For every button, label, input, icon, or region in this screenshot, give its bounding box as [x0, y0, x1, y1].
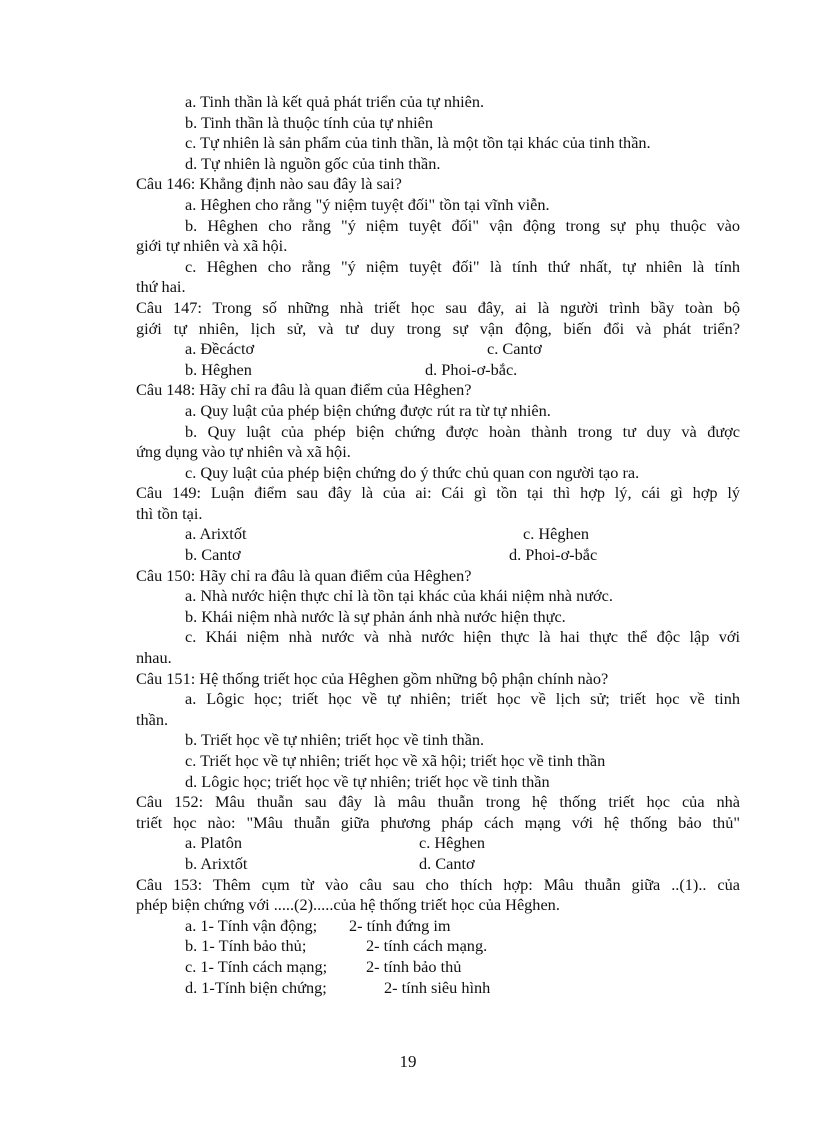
option: b. Hêghen [185, 359, 252, 379]
question-153-cont: phép biện chứng với .....(2).....của hệ thống triết học của Hêghen. [136, 895, 560, 915]
answer-line: d. Lôgic học; triết học về tự nhiên; triết học về tinh thần [185, 771, 550, 791]
option: 2- tính siêu hình [384, 977, 491, 997]
answer-line: c. Quy luật của phép biện chứng do ý thức chủ quan con người tạo ra. [185, 462, 640, 482]
option: b. 1- Tính bảo thủ; [185, 936, 307, 956]
answer-line: a. Nhà nước hiện thực chỉ là tồn tại khác của khái niệm nhà nước. [185, 586, 613, 606]
question-149: Câu 149: Luận điểm sau đây là của ai: Cái gì tồn tại thì hợp lý, cái gì hợp lý [136, 483, 740, 503]
answer-line-cont: nhau. [136, 648, 172, 668]
option: c. Cantơ [487, 339, 542, 359]
option: a. Đềcáctơ [185, 339, 255, 359]
option: 2- tính đứng im [349, 915, 451, 935]
option: c. Hêghen [523, 524, 589, 544]
answer-line: a. Hêghen cho rằng "ý niệm tuyệt đối" tồn tại vĩnh viễn. [185, 194, 550, 214]
option: a. Arixtốt [185, 524, 247, 544]
question-147: Câu 147: Trong số những nhà triết học sau đây, ai là người trình bầy toàn bộ [136, 297, 740, 317]
option: d. Phoi-ơ-bắc [509, 545, 598, 565]
document-body [136, 92, 740, 998]
options-row [136, 524, 740, 545]
answer-line: b. Triết học về tự nhiên; triết học về tinh thần. [185, 730, 485, 750]
option: c. Hêghen [419, 833, 485, 853]
answer-line-cont: ứng dụng vào tự nhiên và xã hội. [136, 442, 351, 462]
option: d. Phoi-ơ-bắc. [425, 359, 518, 379]
option: b. Arixtốt [185, 853, 248, 873]
question-147-cont: giới tự nhiên, lịch sử, và tư duy trong sự vận động, biến đổi và phát triển? [136, 318, 740, 338]
options-row [136, 936, 740, 957]
question-150: Câu 150: Hãy chỉ ra đâu là quan điểm của Hêghen? [136, 565, 472, 585]
answer-line: b. Hêghen cho rằng "ý niệm tuyệt đối" vận động trong sự phụ thuộc vào [185, 215, 740, 235]
answer-line: c. Triết học về tự nhiên; triết học về xã hội; triết học về tinh thần [185, 751, 606, 770]
question-153: Câu 153: Thêm cụm từ vào câu sau cho thích hợp: Mâu thuẫn giữa ..(1).. của [136, 874, 740, 894]
answer-line-cont: giới tự nhiên và xã hội. [136, 236, 288, 256]
answer-line: c. Khái niệm nhà nước và nhà nước hiện thực là hai thực thể độc lập với [185, 627, 740, 647]
question-152: Câu 152: Mâu thuẫn sau đây là mâu thuẫn trong hệ thống triết học của nhà [136, 792, 740, 812]
option: 2- tính bảo thủ [366, 956, 462, 976]
answer-line: b. Tinh thần là thuộc tính của tự nhiên [185, 112, 434, 132]
answer-line: c. Hêghen cho rằng "ý niệm tuyệt đối" là tính thứ nhất, tự nhiên là tính [185, 256, 740, 276]
option: a. Platôn [185, 833, 242, 853]
page-number: 19 [399, 1052, 417, 1071]
option: d. 1-Tính biện chứng; [185, 977, 327, 997]
question-148: Câu 148: Hãy chỉ ra đâu là quan điểm của Hêghen? [136, 380, 472, 400]
answer-line: d. Tự nhiên là nguồn gốc của tinh thần. [185, 153, 441, 173]
answer-line: a. Lôgic học; triết học về tự nhiên; triết học về lịch sử; triết học về tinh [185, 689, 740, 709]
option: d. Cantơ [419, 853, 475, 873]
option: 2- tính cách mạng. [366, 936, 488, 956]
question-151: Câu 151: Hệ thống triết học của Hêghen gồm những bộ phận chính nào? [136, 668, 609, 688]
answer-line: a. Quy luật của phép biện chứng được rút ra từ tự nhiên. [185, 400, 551, 420]
options-row [136, 916, 740, 937]
options-row [136, 978, 740, 999]
answer-line: b. Quy luật của phép biện chứng được hoàn thành trong tư duy và được [185, 421, 740, 441]
option: a. 1- Tính vận động; [185, 915, 318, 935]
answer-line-cont: thần. [136, 709, 169, 729]
option: b. Cantơ [185, 545, 241, 565]
answer-line: b. Khái niệm nhà nước là sự phản ánh nhà nước hiện thực. [185, 606, 566, 626]
options-row [136, 360, 740, 381]
question-152-cont: triết học nào: "Mâu thuẫn giữa phương pháp cách mạng với hệ thống bảo thủ" [136, 812, 740, 832]
answer-line: a. Tinh thần là kết quả phát triển của tự nhiên. [185, 92, 485, 111]
option: c. 1- Tính cách mạng; [185, 956, 328, 976]
options-row [136, 957, 740, 978]
answer-line-cont: thứ hai. [136, 277, 186, 297]
question-149-cont: thì tồn tại. [136, 503, 203, 523]
options-row [136, 833, 740, 854]
options-row [136, 545, 740, 566]
options-row [136, 854, 740, 875]
options-row [136, 339, 740, 360]
answer-line: c. Tự nhiên là sản phẩm của tinh thần, là một tồn tại khác của tinh thần. [185, 133, 651, 153]
question-146: Câu 146: Khẳng định nào sau đây là sai? [136, 174, 402, 194]
